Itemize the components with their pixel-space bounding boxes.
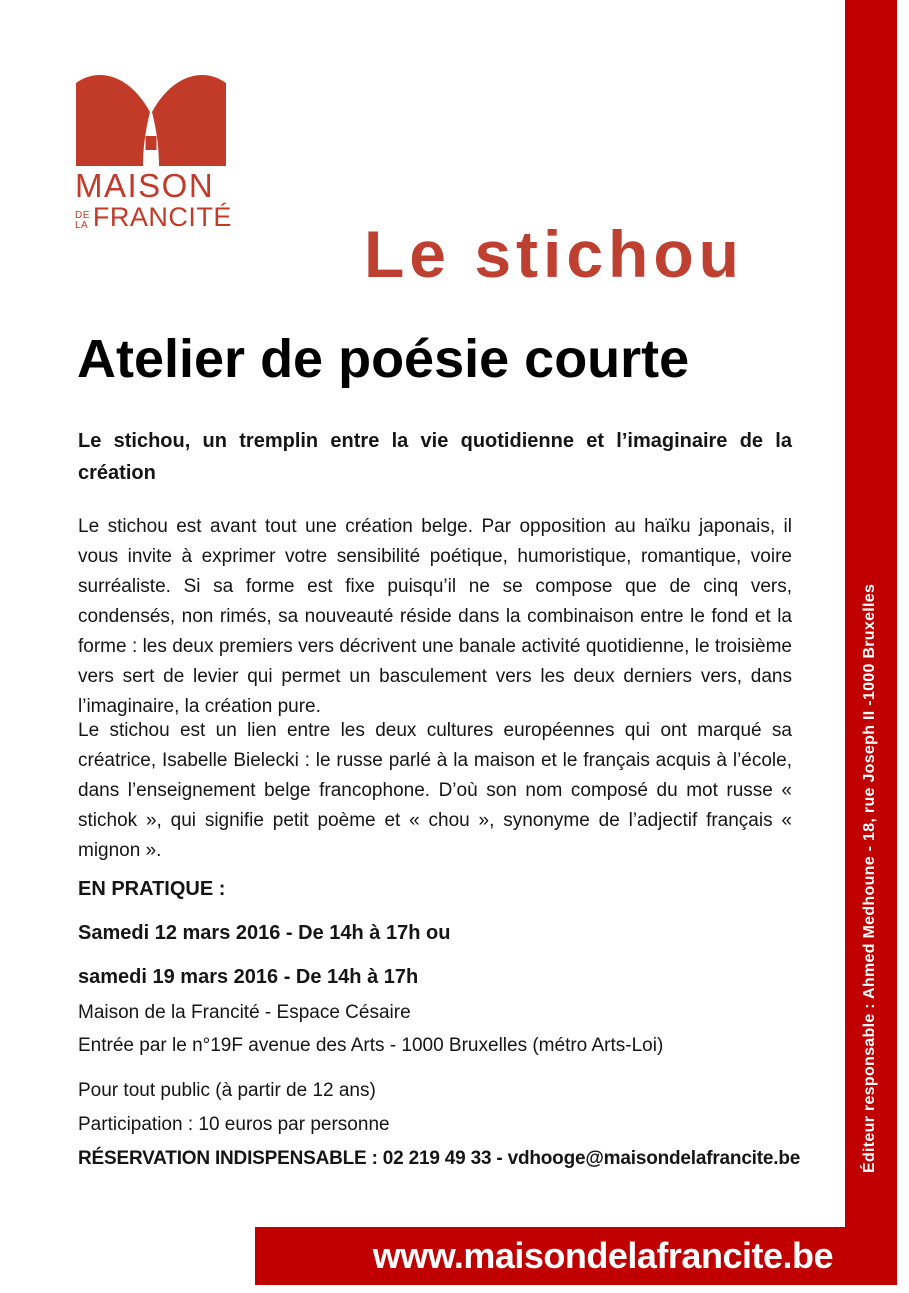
logo-word-de: DE	[75, 210, 90, 221]
footer-bar	[255, 1227, 897, 1285]
session-date-2: samedi 19 mars 2016 - De 14h à 17h	[78, 966, 419, 988]
venue-line: Maison de la Francité - Espace Césaire	[78, 1002, 411, 1023]
session-date-1: Samedi 12 mars 2016 - De 14h à 17h ou	[78, 922, 451, 944]
body-paragraph-1: Le stichou est avant tout une création belge. Par opposition au haïku japonais, il vous invite à exprimer votre sensibilité poétique, humoristique, romantique, voire surréaliste. Si sa forme est fixe puisqu’il ne se compose que de cinq vers, condensés, non rimés, sa nouveauté réside dans la combinaison entre le fond et la forme : les deux premiers vers décrivent une banale activité quotidienne, le troisième vers sert de levier qui permet un basculement vers les deux derniers vers, dans l’imaginaire, la création pure.	[78, 516, 792, 717]
reservation-line: RÉSERVATION INDISPENSABLE : 02 219 49 33 - vdhooge@maisondelafrancite.be	[78, 1148, 801, 1169]
audience-line: Pour tout public (à partir de 12 ans)	[78, 1080, 376, 1101]
logo-wordmark-francite: FRANCITÉ	[92, 202, 232, 232]
workshop-headline: Atelier de poésie courte	[77, 329, 690, 389]
editor-responsible-line: Éditeur responsable : Ahmed Medhoune - 18, rue Joseph II -1000 Bruxelles	[861, 583, 878, 1173]
fee-line: Participation : 10 euros par personne	[78, 1114, 390, 1135]
website-url: www.maisondelafrancite.be	[372, 1235, 833, 1276]
entrance-line: Entrée par le n°19F avenue des Arts - 1000 Bruxelles (métro Arts-Loi)	[78, 1035, 664, 1056]
logo-wordmark-maison: MAISON	[75, 167, 215, 204]
logo-word-la: LA	[75, 220, 89, 231]
logo-wordmark-line2	[75, 202, 232, 232]
maison-francite-logo	[75, 66, 232, 232]
body-paragraph-2: Le stichou est un lien entre les deux cultures européennes qui ont marqué sa créatrice, Isabelle Bielecki : le russe parlé à la maison et le français acquis à l’école, dans l’enseignement belge francophone. D’où son nom composé du mot russe « stichok », qui signifie petit poème et « chou », synonyme de l’adjectif français « mignon ».	[78, 720, 792, 861]
intro-paragraph: Le stichou, un tremplin entre la vie quotidienne et l’imaginaire de la création	[78, 430, 792, 484]
open-book-house-logo-icon	[75, 66, 227, 166]
page-title: Le stichou	[363, 217, 745, 291]
en-pratique-heading: EN PRATIQUE :	[78, 878, 226, 900]
